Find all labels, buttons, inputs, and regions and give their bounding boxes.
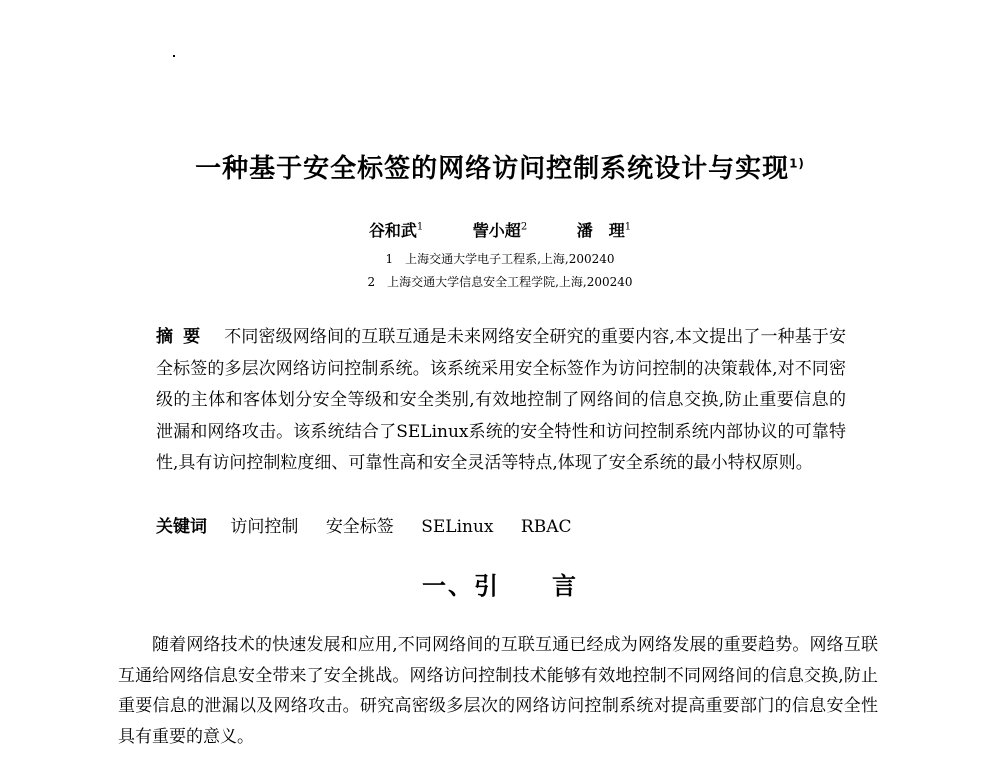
- keyword: SELinux: [421, 517, 494, 537]
- author-name: 潘 理: [576, 221, 625, 240]
- stray-dot: [173, 55, 175, 57]
- affiliation-2: 2 上海交通大学信息安全工程学院,上海,200240: [367, 275, 633, 289]
- keywords: [156, 512, 846, 537]
- author: [473, 218, 527, 241]
- author-affil-mark: 1: [416, 221, 424, 233]
- author-affil-mark: 2: [520, 221, 528, 233]
- keyword: 访问控制: [230, 517, 299, 537]
- keyword: 安全标签: [325, 517, 394, 537]
- abstract: [156, 322, 846, 480]
- affiliation-1: 1 上海交通大学电子工程系,上海,200240: [385, 252, 615, 266]
- title-footnote-mark: 1): [789, 156, 805, 171]
- author-list: [0, 218, 1000, 241]
- body-paragraph: 随着网络技术的快速发展和应用,不同网络间的互联互通已经成为网络发展的重要趋势。网络互联互通给网络信息安全带来了安全挑战。网络访问控制技术能够有效地控制不同网络间的信息交换,防止重要信息的泄漏以及网络攻击。研究高密级多层次的网络访问控制系统对提高重要部门的信息安全性具有重要的意义。: [118, 635, 878, 747]
- keyword: RBAC: [520, 517, 572, 537]
- body-text: [118, 630, 878, 752]
- author: [369, 218, 423, 241]
- paper-title: [0, 148, 1000, 185]
- author-name: 訾小超: [472, 221, 521, 240]
- abstract-label: 摘要: [156, 327, 211, 347]
- keywords-label: 关键词: [156, 517, 207, 537]
- section-heading: 一、引 言: [422, 572, 578, 600]
- author-name: 谷和武: [368, 221, 417, 240]
- author-affil-mark: 1: [624, 221, 632, 233]
- abstract-text: 不同密级网络间的互联互通是未来网络安全研究的重要内容,本文提出了一种基于安全标签的多层次网络访问控制系统。该系统采用安全标签作为访问控制的决策载体,对不同密级的主体和客体划分安全等级和安全类别,有效地控制了网络间的信息交换,防止重要信息的泄漏和网络攻击。该系统结合了SELinux系统的安全特性和访问控制系统内部协议的可靠特性,具有访问控制粒度细、可靠性高和安全灵活等特点,体现了安全系统的最小特权原则。: [156, 327, 847, 473]
- author: [577, 218, 631, 241]
- title-text: 一种基于安全标签的网络访问控制系统设计与实现: [195, 154, 790, 184]
